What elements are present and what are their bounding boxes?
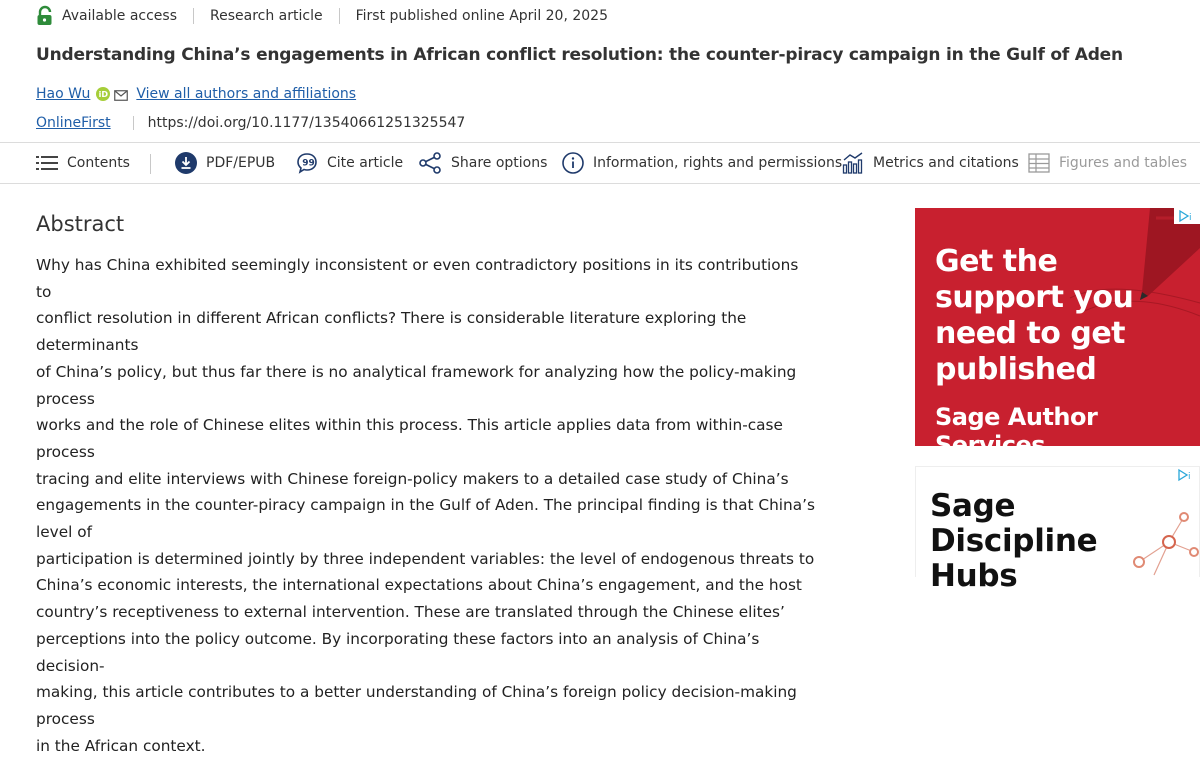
ad2-headline-line: Discipline bbox=[930, 523, 1098, 559]
contents-button[interactable] bbox=[36, 143, 130, 183]
abstract-line: participation is determined jointly by three independent variables: the level of endogenous threats to bbox=[36, 549, 815, 568]
abstract-line: country’s receptiveness to external intervention. These are translated through the Chinese elites’ bbox=[36, 603, 785, 622]
abstract-line: Why has China exhibited seemingly inconsistent or even contradictory positions in its contributions to bbox=[36, 256, 799, 301]
svg-text:99: 99 bbox=[302, 158, 315, 169]
meta-divider bbox=[339, 8, 340, 24]
doi-row bbox=[36, 115, 465, 131]
article-meta-row bbox=[36, 6, 608, 26]
online-first-link[interactable]: OnlineFirst bbox=[36, 115, 111, 131]
ad-headline-line: Get the bbox=[935, 244, 1058, 279]
ad-headline-line: need to get bbox=[935, 316, 1126, 351]
article-toolbar bbox=[0, 142, 1200, 184]
toolbar-divider bbox=[150, 154, 151, 174]
ad-headline-line: support you bbox=[935, 280, 1134, 315]
publish-date: First published online April 20, 2025 bbox=[355, 8, 608, 24]
ad-headline bbox=[935, 244, 1133, 388]
svg-text:i: i bbox=[1188, 472, 1191, 482]
access-label: Available access bbox=[62, 8, 177, 24]
adchoices-icon[interactable] bbox=[1173, 467, 1199, 483]
share-icon bbox=[418, 152, 442, 174]
abstract-line: engagements in the counter-piracy campaign in the Gulf of Aden. The principal finding is that China’s level of bbox=[36, 496, 815, 542]
abstract-line: in the African context. bbox=[36, 736, 206, 755]
abstract-line: perceptions into the policy outcome. By incorporating these factors into an analysis of China’s decision- bbox=[36, 629, 760, 675]
abstract-line: conflict resolution in different African conflicts? There is considerable literature exploring the determinants bbox=[36, 309, 747, 355]
metrics-label: Metrics and citations bbox=[873, 155, 1019, 171]
adchoices-icon[interactable] bbox=[1174, 208, 1200, 224]
share-label: Share options bbox=[451, 155, 548, 171]
abstract-heading: Abstract bbox=[36, 212, 125, 236]
network-illustration bbox=[1129, 507, 1199, 578]
ad2-headline-line: Hubs bbox=[930, 558, 1018, 594]
abstract-text bbox=[36, 252, 816, 759]
meta-divider bbox=[193, 8, 194, 24]
abstract-line: tracing and elite interviews with Chinese foreign-policy makers to a detailed case study of China’s bbox=[36, 469, 789, 488]
cite-label: Cite article bbox=[327, 155, 404, 171]
quote-icon bbox=[296, 152, 318, 174]
pdf-epub-button[interactable] bbox=[175, 143, 275, 183]
contents-label: Contents bbox=[67, 155, 130, 171]
ad2-headline bbox=[930, 489, 1097, 594]
table-icon bbox=[1028, 153, 1050, 173]
pdf-epub-label: PDF/EPUB bbox=[206, 155, 276, 171]
orcid-icon[interactable]: iD bbox=[96, 87, 110, 101]
menu-icon bbox=[36, 155, 58, 171]
figures-tables-button bbox=[1028, 143, 1187, 183]
abstract-line: of China’s policy, but thus far there is no analytical framework for analyzing how the policy-making process bbox=[36, 362, 797, 408]
abstract-line: China’s economic interests, the international expectations about China’s engagement, and the host bbox=[36, 576, 802, 595]
share-options-button[interactable] bbox=[418, 143, 547, 183]
author-services-ad[interactable] bbox=[915, 208, 1200, 459]
view-all-authors-link[interactable]: View all authors and affiliations bbox=[136, 86, 357, 102]
ad-brand: Sage Author Services bbox=[935, 403, 1098, 459]
author-row bbox=[36, 86, 356, 102]
article-title: Understanding China’s engagements in African conflict resolution: the counter-piracy campaign in the Gulf of Aden bbox=[36, 45, 1123, 65]
information-rights-button[interactable] bbox=[562, 143, 842, 183]
discipline-hubs-ad[interactable] bbox=[915, 466, 1200, 594]
metrics-icon bbox=[842, 152, 864, 174]
abstract-line: making, this article contributes to a better understanding of China’s foreign policy decision-making process bbox=[36, 683, 797, 728]
doi-divider bbox=[133, 116, 134, 130]
mail-icon[interactable] bbox=[114, 89, 128, 100]
open-lock-icon bbox=[36, 6, 54, 26]
info-icon bbox=[562, 152, 584, 174]
ad-headline-line: published bbox=[935, 352, 1097, 387]
information-label: Information, rights and permissions bbox=[593, 155, 843, 171]
ad2-headline-line: Sage bbox=[930, 488, 1016, 524]
figures-label: Figures and tables bbox=[1059, 155, 1188, 171]
article-type-label: Research article bbox=[210, 8, 323, 24]
abstract-line: works and the role of Chinese elites within this process. This article applies data from within-case process bbox=[36, 416, 783, 461]
metrics-citations-button[interactable] bbox=[842, 143, 1019, 183]
svg-text:i: i bbox=[1189, 213, 1192, 223]
author-link[interactable]: Hao Wu bbox=[36, 86, 91, 102]
download-icon bbox=[175, 152, 197, 174]
cite-article-button[interactable] bbox=[296, 143, 403, 183]
doi-text[interactable]: https://doi.org/10.1177/13540661251325547 bbox=[147, 115, 466, 131]
